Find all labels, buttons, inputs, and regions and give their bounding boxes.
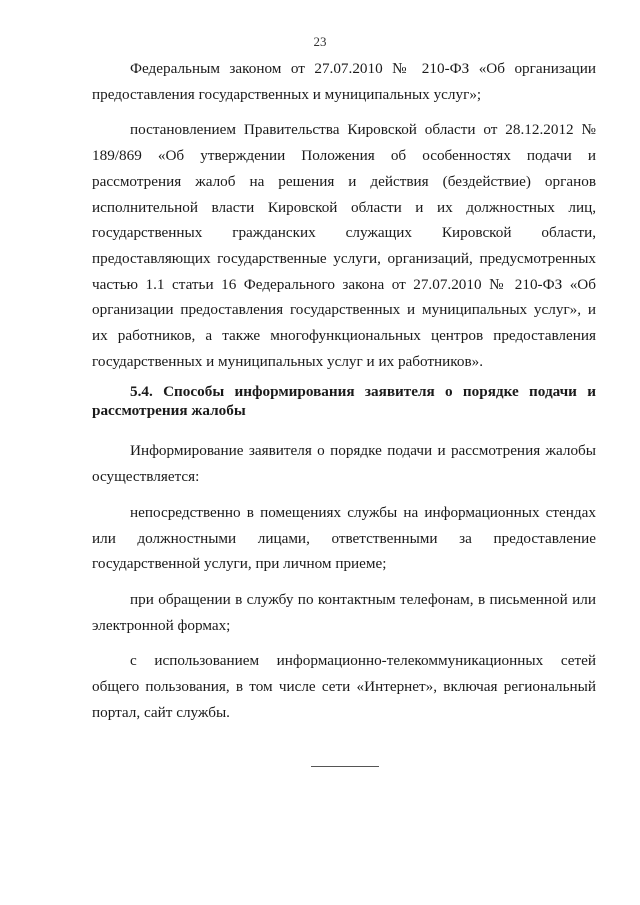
list-item-phone-written: при обращении в службу по контактным телефонам, в письменной или электронной формах; xyxy=(92,590,596,634)
document-body xyxy=(92,56,596,725)
section-heading: 5.4. Способы информирования заявителя о порядке подачи и рассмотрения жалобы xyxy=(92,383,596,420)
list-item-in-person: непосредственно в помещениях службы на информационных стендах или должностными лицами, ответственными за предоставление государственной услуги, при личном приеме; xyxy=(92,503,596,573)
footer-divider xyxy=(311,766,379,767)
paragraph-federal-law: Федеральным законом от 27.07.2010 № 210-ФЗ «Об организации предоставления государственных и муниципальных услуг»; xyxy=(92,60,596,103)
list-item-internet: с использованием информационно-телекоммуникационных сетей общего пользования, в том числе сети «Интернет», включая региональный портал, сайт службы. xyxy=(92,652,596,721)
page-number: 23 xyxy=(313,34,327,49)
paragraph-informing-intro: Информирование заявителя о порядке подачи и рассмотрения жалобы осуществляется: xyxy=(92,442,596,486)
paragraph-government-resolution: постановлением Правительства Кировской области от 28.12.2012 № 189/869 «Об утверждении Положения об особенностях подачи и рассмотрения жалоб на решения и действия (бездействие) органов исполнительной власти Кировской области и их должностных лиц, государственных гражданских служащих Кировской области, предоставляющих государственные услуги, организаций, предусмотренных частью 1.1 статьи 16 Федерального закона от 27.07.2010 № 210-ФЗ «Об организации предоставления государственных и муниципальных услуг», и их работников, а также многофункциональных центров предоставления государственных и муниципальных услуг и их работников». xyxy=(92,121,596,370)
